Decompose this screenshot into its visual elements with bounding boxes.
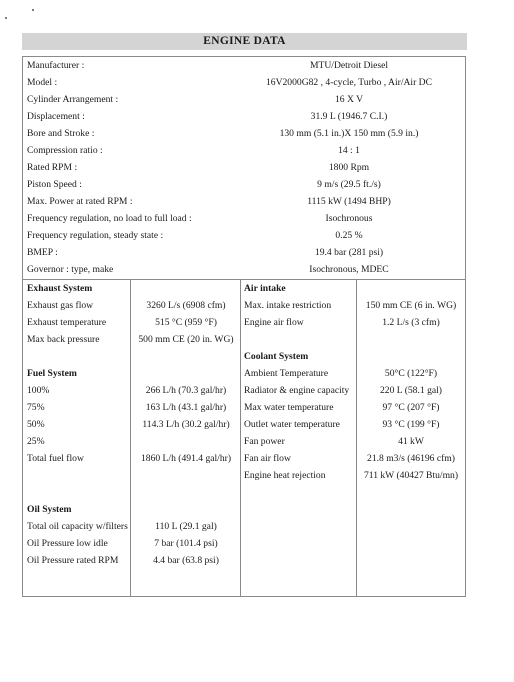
air-value: 150 mm CE (6 in. WG) (365, 300, 457, 311)
spec-label: Bore and Stroke : (27, 128, 95, 139)
coolant-label: Outlet water temperature (244, 419, 340, 430)
oil-heading: Oil System (27, 504, 72, 515)
exhaust-label: Exhaust temperature (27, 317, 107, 328)
fuel-value: 114.3 L/h (30.2 gal/hr) (142, 419, 230, 430)
spec-value: 130 mm (5.1 in.)X 150 mm (5.9 in.) (279, 128, 419, 139)
coolant-value: 93 °C (199 °F) (382, 419, 440, 430)
spec-value: Isochronous (325, 213, 373, 224)
spec-row (23, 227, 465, 244)
spec-value: Isochronous, MDEC (309, 264, 389, 275)
scan-speck (5, 17, 7, 19)
coolant-label: Fan air flow (244, 453, 291, 464)
air-label: Engine air flow (244, 317, 304, 328)
spec-value: 19.4 bar (281 psi) (314, 247, 384, 258)
scan-speck (32, 9, 34, 11)
fuel-label: 50% (27, 419, 45, 430)
spec-value: 1800 Rpm (328, 162, 370, 173)
fuel-value (131, 433, 241, 450)
spec-row (23, 57, 465, 74)
spec-value: 14 : 1 (338, 145, 360, 156)
spec-label: Displacement : (27, 111, 85, 122)
spec-label: Frequency regulation, steady state : (27, 230, 164, 241)
spec-value: 16 X V (334, 94, 364, 105)
oil-value: 110 L (29.1 gal) (155, 521, 217, 532)
air-value: 1.2 L/s (3 cfm) (382, 317, 440, 328)
coolant-value: 220 L (58.1 gal) (380, 385, 442, 396)
coolant-label: Ambient Temperature (244, 368, 329, 379)
oil-value: 4.4 bar (63.8 psi) (153, 555, 219, 566)
fuel-label: 75% (27, 402, 45, 413)
spec-row (23, 74, 465, 91)
spec-row (23, 210, 465, 227)
exhaust-label: Max back pressure (27, 334, 100, 345)
spec-row (23, 244, 465, 261)
spec-label: Governor : type, make (27, 264, 114, 275)
page-title: ENGINE DATA (22, 33, 467, 50)
coolant-value: 711 kW (40427 Btu/mn) (363, 470, 459, 481)
spec-label: Rated RPM : (27, 162, 78, 173)
air-label: Max. intake restriction (244, 300, 332, 311)
fuel-label: 25% (27, 436, 45, 447)
exhaust-value: 3260 L/s (6908 cfm) (146, 300, 226, 311)
exhaust-label: Exhaust gas flow (27, 300, 94, 311)
spec-label: Piston Speed : (27, 179, 82, 190)
spec-row (23, 261, 465, 278)
fuel-value: 163 L/h (43.1 gal/hr) (145, 402, 227, 413)
spec-label: Max. Power at rated RPM : (27, 196, 133, 207)
coolant-label: Radiator & engine capacity (244, 385, 350, 396)
spec-label: Compression ratio : (27, 145, 103, 156)
spec-row (23, 108, 465, 125)
spec-value: 1115 kW (1494 BHP) (307, 196, 391, 207)
oil-label: Oil Pressure low idle (27, 538, 108, 549)
spec-label: Cylinder Arrangement : (27, 94, 119, 105)
spec-row (23, 193, 465, 210)
spec-value: 0.25 % (335, 230, 363, 241)
spec-label: Manufacturer : (27, 60, 85, 71)
fuel-label: Total fuel flow (27, 453, 84, 464)
coolant-label: Max water temperature (244, 402, 334, 413)
fuel-value: 266 L/h (70.3 gal/hr) (145, 385, 227, 396)
spec-value: MTU/Detroit Diesel (309, 60, 389, 71)
fuel-value: 1860 L/h (491.4 gal/hr) (140, 453, 232, 464)
fuel-label: 100% (27, 385, 50, 396)
spec-value: 16V2000G82 , 4-cycle, Turbo , Air/Air DC (265, 77, 433, 88)
spec-value: 9 m/s (29.5 ft./s) (317, 179, 381, 190)
spec-label: Model : (27, 77, 58, 88)
coolant-value: 50°C (122°F) (384, 368, 438, 379)
fuel-heading: Fuel System (27, 368, 77, 379)
oil-value: 7 bar (101.4 psi) (154, 538, 218, 549)
exhaust-value: 515 °C (959 °F) (155, 317, 217, 328)
air-heading: Air intake (244, 283, 286, 294)
spec-row (23, 91, 465, 108)
spec-label: BMEP : (27, 247, 58, 258)
spec-row (23, 176, 465, 193)
exhaust-value: 500 mm CE (20 in. WG) (138, 334, 234, 345)
coolant-value: 97 °C (207 °F) (382, 402, 440, 413)
coolant-label: Fan power (244, 436, 285, 447)
coolant-label: Engine heat rejection (244, 470, 326, 481)
oil-label: Total oil capacity w/filters (27, 521, 128, 532)
oil-label: Oil Pressure rated RPM (27, 555, 119, 566)
spec-row (23, 142, 465, 159)
spec-label: Frequency regulation, no load to full load : (27, 213, 192, 224)
exhaust-heading: Exhaust System (27, 283, 93, 294)
spec-row (23, 159, 465, 176)
spec-row (23, 125, 465, 142)
coolant-value: 41 kW (398, 436, 424, 447)
spec-value: 31.9 L (1946.7 C.I.) (310, 111, 388, 122)
coolant-heading: Coolant System (244, 351, 309, 362)
coolant-value: 21.8 m3/s (46196 cfm) (367, 453, 455, 464)
engine-data-table (22, 56, 466, 597)
